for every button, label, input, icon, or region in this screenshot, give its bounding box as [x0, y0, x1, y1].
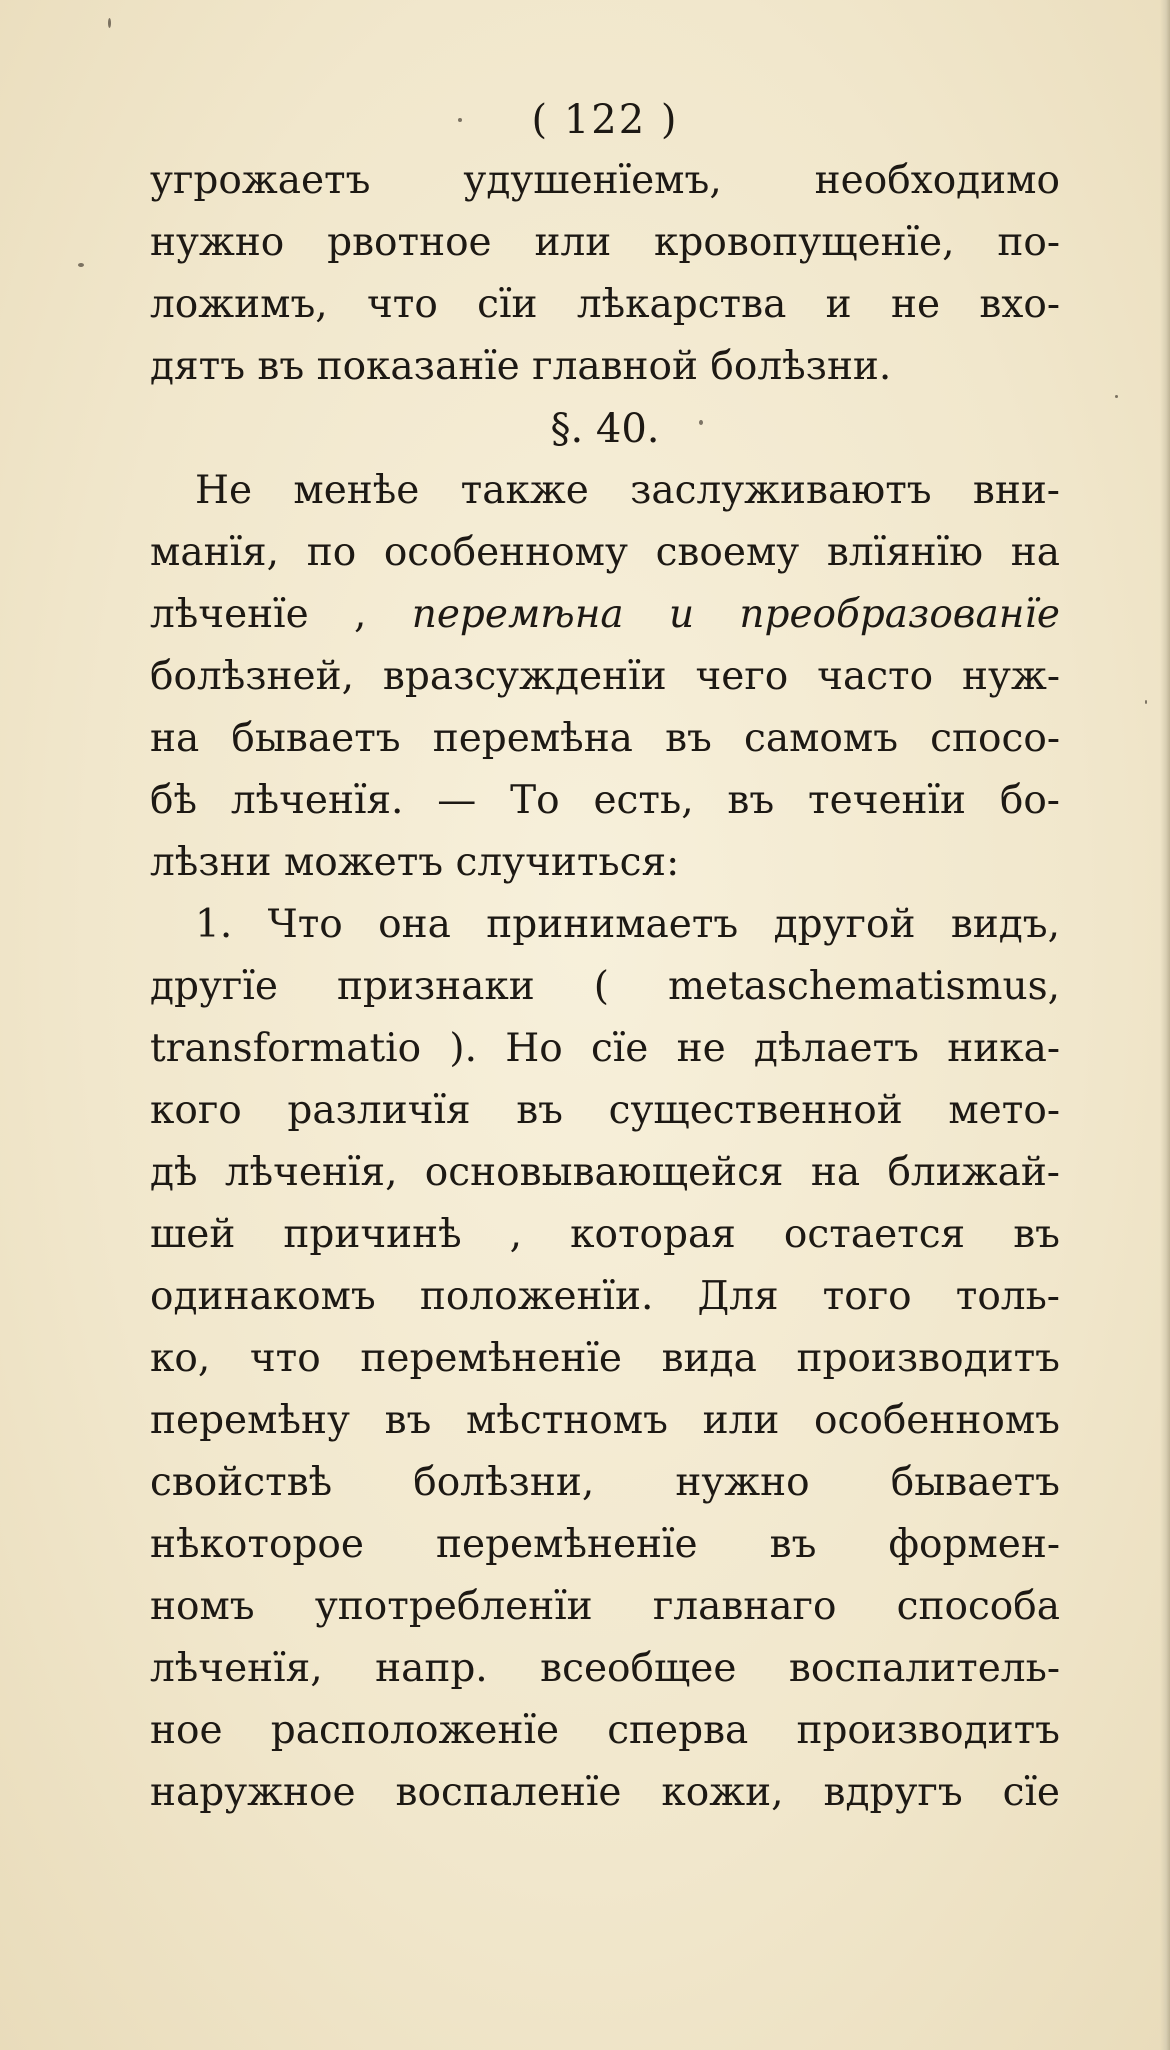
- page-text: [150, 90, 1060, 1824]
- text-line: свойствѣ болѣзни, нужно бываетъ: [150, 1460, 1060, 1505]
- text-line: Не менѣе также заслуживаютъ вни-: [195, 468, 1060, 513]
- ink-speck: [108, 18, 111, 28]
- text-line: перемѣну въ мѣстномъ или особенномъ: [150, 1398, 1060, 1443]
- text-run: лѣченїе ,: [150, 592, 412, 637]
- italic-phrase: перемѣна и преобразованїе: [411, 592, 1060, 637]
- text-line: болѣзней, вразсужденїи чего часто нуж-: [150, 654, 1060, 699]
- ink-speck: [1145, 700, 1147, 704]
- text-line: номъ употребленїи главнаго способа: [150, 1584, 1060, 1629]
- text-line: шей причинѣ , которая остается въ: [150, 1212, 1060, 1257]
- text-line: лѣзни можетъ случиться:: [150, 840, 680, 885]
- text-line: ложимъ, что сїи лѣкарства и не вхо-: [150, 282, 1060, 327]
- text-line: манїя, по особенному своему влїянїю на: [150, 530, 1060, 575]
- text-line: дѣ лѣченїя, основывающейся на ближай-: [150, 1150, 1060, 1195]
- text-line: ко, что перемѣненїе вида производитъ: [150, 1336, 1060, 1381]
- text-line-with-italic: [150, 584, 1060, 646]
- text-line: другїе признаки ( metaschematismus,: [150, 964, 1060, 1009]
- text-line: лѣченїя, напр. всеобщее воспалитель-: [150, 1646, 1060, 1691]
- text-line: transformatio ). Но сїе не дѣлаетъ ника-: [150, 1026, 1060, 1071]
- text-line: на бываетъ перемѣна въ самомъ спосо-: [150, 716, 1060, 761]
- text-line: нужно рвотное или кровопущенїе, по-: [150, 220, 1060, 265]
- page-edge-shadow: [1160, 0, 1170, 2050]
- ink-speck: [1115, 395, 1118, 398]
- text-line: нѣкоторое перемѣненїе въ формен-: [150, 1522, 1060, 1567]
- text-line: угрожаетъ удушенїемъ, необходимо: [150, 158, 1060, 203]
- text-line: бѣ лѣченїя. — То есть, въ теченїи бо-: [150, 778, 1060, 823]
- text-line: кого различїя въ существенной мето-: [150, 1088, 1060, 1133]
- text-line: ное расположенїе сперва производитъ: [150, 1708, 1060, 1753]
- list-item-line: 1. Что она принимаетъ другой видъ,: [195, 902, 1060, 947]
- text-line: наружное воспаленїе кожи, вдругъ сїе: [150, 1770, 1060, 1815]
- ink-speck: [78, 263, 84, 267]
- text-line: одинакомъ положенїи. Для того толь-: [150, 1274, 1060, 1319]
- section-heading: §. 40.: [550, 406, 660, 452]
- page-number: ( 122 ): [531, 97, 679, 143]
- text-line: дятъ въ показанїе главной болѣзни.: [150, 344, 892, 389]
